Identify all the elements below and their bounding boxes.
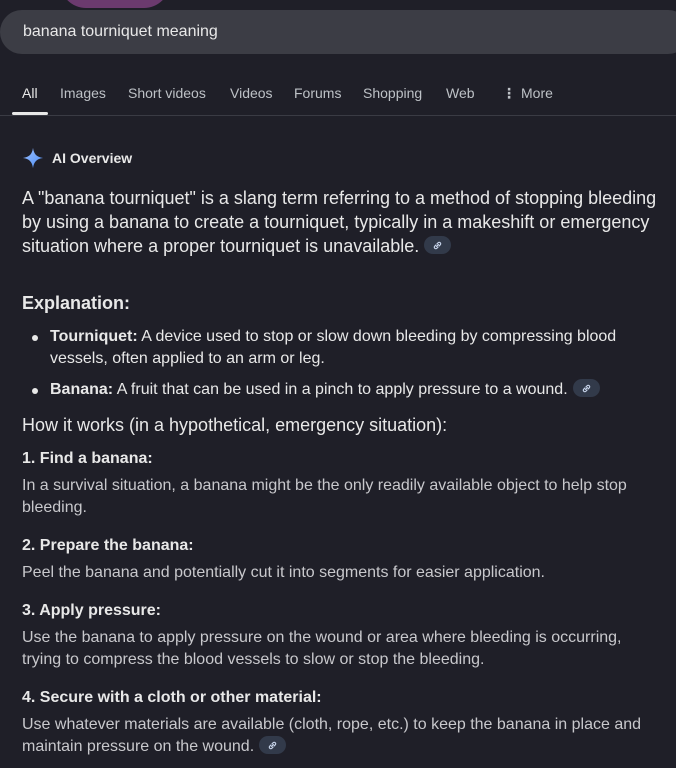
step-body-text: Use whatever materials are available (cloth, rope, etc.) to keep the banana in place and maintain pressure on the wound. [22, 716, 642, 755]
list-item [22, 379, 662, 401]
step-body: Use the banana to apply pressure on the wound or area where bleeding is occurring, trying to compress the blood vessels to slow or stop the bleeding. [22, 629, 622, 668]
step-body: In a survival situation, a banana might be the only readily available object to help stop bleeding. [22, 477, 627, 516]
ai-overview-header [22, 147, 132, 169]
link-icon [581, 383, 592, 394]
overview-lead [22, 186, 662, 258]
bullet-term: Tourniquet: [50, 328, 138, 345]
tab-web[interactable]: Web [446, 85, 475, 101]
link-icon [432, 240, 443, 251]
source-link-button[interactable] [573, 379, 600, 397]
tab-more-label: More [521, 85, 553, 101]
tab-all[interactable]: All [22, 85, 38, 101]
bullet-term: Banana: [50, 381, 114, 398]
source-link-button[interactable] [259, 736, 286, 754]
source-link-button[interactable] [424, 236, 451, 254]
active-tab-indicator [12, 112, 48, 115]
tab-shopping[interactable]: Shopping [363, 85, 423, 101]
tab-forums[interactable]: Forums [294, 85, 342, 101]
ai-overview-content [22, 186, 662, 758]
more-vert-icon: ⋮ [502, 85, 516, 101]
step-title: 1. Find a banana: [22, 450, 153, 467]
search-tabs [0, 80, 676, 116]
bullet-text: A device used to stop or slow down bleeding by compressing blood vessels, often applied to an arm or leg. [50, 328, 617, 367]
how-it-works-heading: How it works (in a hypothetical, emergency situation): [22, 415, 448, 435]
search-bar[interactable] [0, 10, 676, 54]
sparkle-icon [22, 147, 44, 169]
tab-more[interactable] [502, 85, 553, 102]
explanation-heading: Explanation: [22, 293, 131, 313]
link-icon [267, 740, 278, 751]
step-title: 4. Secure with a cloth or other material: [22, 689, 322, 706]
search-input[interactable]: banana tourniquet meaning [23, 23, 218, 40]
doodle-logo[interactable] [60, 0, 170, 8]
explanation-list [22, 326, 662, 401]
tab-short-videos[interactable]: Short videos [128, 85, 206, 101]
bullet-text: A fruit that can be used in a pinch to apply pressure to a wound. [113, 381, 568, 398]
step-title: 2. Prepare the banana: [22, 537, 194, 554]
overview-lead-text: A "banana tourniquet" is a slang term referring to a method of stopping bleeding by using a banana to create a tourniquet, typically in a makeshift or emergency situation where a proper tourniquet is unavailable. [22, 188, 657, 256]
step-body: Peel the banana and potentially cut it into segments for easier application. [22, 564, 545, 581]
step-title: 3. Apply pressure: [22, 602, 162, 619]
list-item [22, 326, 662, 370]
tab-videos[interactable]: Videos [230, 85, 273, 101]
ai-overview-title: AI Overview [52, 150, 133, 166]
step-body [22, 714, 662, 758]
tab-images[interactable]: Images [60, 85, 106, 101]
